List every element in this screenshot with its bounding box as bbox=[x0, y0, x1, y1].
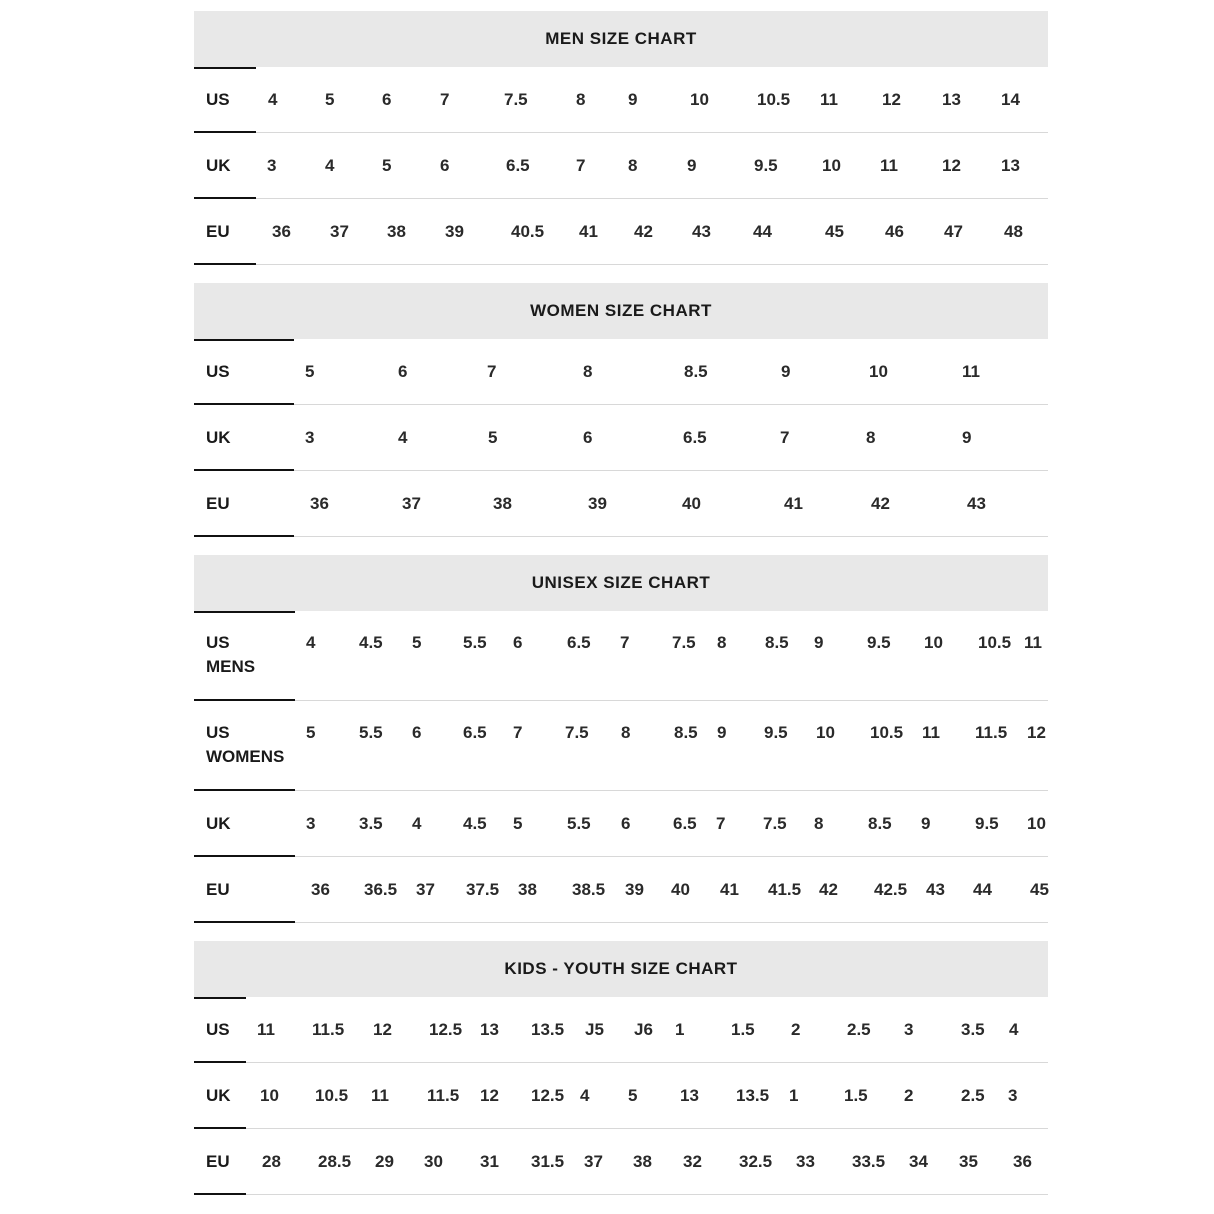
size-cell: 4 bbox=[268, 90, 278, 109]
row-label bbox=[206, 492, 230, 516]
size-cell: 35 bbox=[959, 1152, 978, 1171]
row-label-line: US bbox=[206, 1020, 230, 1039]
size-cell: J5 bbox=[585, 1020, 604, 1039]
size-row-eu bbox=[194, 857, 1048, 923]
size-cell: 6 bbox=[382, 90, 392, 109]
size-cell: 7.5 bbox=[763, 814, 787, 833]
size-cell: 10.5 bbox=[315, 1086, 349, 1105]
size-cell: 41.5 bbox=[768, 880, 802, 899]
size-cell: 40 bbox=[682, 494, 701, 513]
label-divider bbox=[194, 67, 256, 69]
size-cell: 1 bbox=[675, 1020, 685, 1039]
size-cell: 41 bbox=[784, 494, 803, 513]
label-divider bbox=[194, 339, 294, 341]
men-size-chart bbox=[194, 11, 1048, 265]
size-cell: 31.5 bbox=[531, 1152, 565, 1171]
size-cell: 37 bbox=[330, 222, 349, 241]
size-cell: 8.5 bbox=[684, 362, 708, 381]
size-cell: 8.5 bbox=[674, 723, 698, 742]
size-cell: 10 bbox=[822, 156, 841, 175]
size-cell: 6.5 bbox=[673, 814, 697, 833]
size-cell: 4 bbox=[1009, 1020, 1019, 1039]
size-cell: 5 bbox=[488, 428, 498, 447]
size-cell: 9.5 bbox=[867, 633, 891, 652]
size-cell: 3 bbox=[267, 156, 277, 175]
size-cell: 36 bbox=[272, 222, 291, 241]
size-cell: 7 bbox=[487, 362, 497, 381]
size-cell: 7.5 bbox=[504, 90, 528, 109]
size-cell: 38 bbox=[633, 1152, 652, 1171]
size-cell: 10 bbox=[869, 362, 888, 381]
size-cell: 11 bbox=[257, 1020, 275, 1039]
size-cell: 38 bbox=[493, 494, 512, 513]
size-cell: 8 bbox=[621, 723, 631, 742]
size-cell: 38 bbox=[518, 880, 537, 899]
row-label-line: US bbox=[206, 362, 230, 381]
row-label bbox=[206, 88, 230, 112]
chart-title: MEN SIZE CHART bbox=[194, 11, 1048, 67]
row-label-line: EU bbox=[206, 494, 230, 513]
size-row-eu bbox=[194, 1129, 1048, 1195]
size-cell: 1.5 bbox=[844, 1086, 868, 1105]
size-cell: 10.5 bbox=[757, 90, 791, 109]
size-cell: 5 bbox=[305, 362, 315, 381]
size-cell: 8.5 bbox=[868, 814, 892, 833]
size-cell: 40.5 bbox=[511, 222, 545, 241]
size-cell: 9 bbox=[962, 428, 972, 447]
size-cell: 9 bbox=[814, 633, 824, 652]
row-label bbox=[206, 154, 231, 178]
row-label-line: UK bbox=[206, 814, 231, 833]
size-cell: 36 bbox=[1013, 1152, 1032, 1171]
size-cell: 11 bbox=[922, 723, 940, 742]
size-cell: 3 bbox=[305, 428, 315, 447]
label-divider bbox=[194, 921, 295, 923]
size-cell: 39 bbox=[625, 880, 644, 899]
label-divider bbox=[194, 263, 256, 265]
size-cell: 44 bbox=[753, 222, 772, 241]
size-cell: 6 bbox=[440, 156, 450, 175]
size-cell: 3.5 bbox=[961, 1020, 985, 1039]
size-cell: 13 bbox=[680, 1086, 699, 1105]
row-label-line: EU bbox=[206, 880, 230, 899]
size-cell: 10 bbox=[924, 633, 943, 652]
size-cell: 6.5 bbox=[683, 428, 707, 447]
size-cell: 8 bbox=[866, 428, 876, 447]
row-label bbox=[206, 721, 284, 769]
size-cell: 3 bbox=[904, 1020, 914, 1039]
size-cell: 10 bbox=[816, 723, 835, 742]
size-cell: 4 bbox=[580, 1086, 590, 1105]
size-cell: 30 bbox=[424, 1152, 443, 1171]
size-cell: 33 bbox=[796, 1152, 815, 1171]
size-cell: 8 bbox=[628, 156, 638, 175]
size-cell: 7 bbox=[576, 156, 586, 175]
size-cell: 37.5 bbox=[466, 880, 500, 899]
row-label-line: US bbox=[206, 90, 230, 109]
size-cell: 40 bbox=[671, 880, 690, 899]
women-size-chart bbox=[194, 283, 1048, 537]
size-cell: 4 bbox=[306, 633, 316, 652]
size-cell: 9 bbox=[687, 156, 697, 175]
size-cell: 7 bbox=[620, 633, 630, 652]
row-label-line: UK bbox=[206, 428, 231, 447]
row-label bbox=[206, 426, 231, 450]
size-cell: 12 bbox=[942, 156, 961, 175]
size-cell: 7 bbox=[440, 90, 450, 109]
size-cell: 7.5 bbox=[672, 633, 696, 652]
size-cell: 8 bbox=[814, 814, 824, 833]
size-cell: 39 bbox=[588, 494, 607, 513]
size-cell: 9 bbox=[921, 814, 931, 833]
row-label-line: UK bbox=[206, 1086, 231, 1105]
size-cell: 46 bbox=[885, 222, 904, 241]
size-cell: 6.5 bbox=[506, 156, 530, 175]
label-divider bbox=[194, 535, 294, 537]
size-row-us bbox=[194, 997, 1048, 1063]
size-row-uk bbox=[194, 1063, 1048, 1129]
size-cell: 29 bbox=[375, 1152, 394, 1171]
size-cell: 13 bbox=[942, 90, 961, 109]
size-cell: 31 bbox=[480, 1152, 499, 1171]
size-cell: 45 bbox=[825, 222, 844, 241]
size-row-eu bbox=[194, 471, 1048, 537]
size-cell: 39 bbox=[445, 222, 464, 241]
size-cell: 5 bbox=[325, 90, 335, 109]
size-cell: 7 bbox=[780, 428, 790, 447]
size-cell: 6 bbox=[621, 814, 631, 833]
row-label bbox=[206, 360, 230, 384]
size-cell: 7.5 bbox=[565, 723, 589, 742]
size-cell: 8 bbox=[576, 90, 586, 109]
size-cell: 43 bbox=[926, 880, 945, 899]
unisex-size-chart bbox=[194, 555, 1048, 923]
row-label bbox=[206, 1150, 230, 1174]
size-cell: 10.5 bbox=[978, 633, 1012, 652]
size-cell: 12 bbox=[373, 1020, 392, 1039]
size-cell: 11.5 bbox=[427, 1086, 460, 1105]
size-cell: 10.5 bbox=[870, 723, 904, 742]
size-cell: 5.5 bbox=[463, 633, 487, 652]
size-cell: 3.5 bbox=[359, 814, 383, 833]
size-cell: 3 bbox=[306, 814, 316, 833]
size-cell: 2.5 bbox=[847, 1020, 871, 1039]
size-row-us-womens bbox=[194, 701, 1048, 791]
size-cell: 13 bbox=[480, 1020, 499, 1039]
row-label bbox=[206, 1018, 230, 1042]
label-divider bbox=[194, 997, 246, 999]
size-cell: 45 bbox=[1030, 880, 1049, 899]
row-label bbox=[206, 631, 255, 679]
size-cell: 11 bbox=[962, 362, 980, 381]
row-label bbox=[206, 812, 231, 836]
size-cell: 2 bbox=[791, 1020, 801, 1039]
label-divider bbox=[194, 1193, 246, 1195]
row-label-line: EU bbox=[206, 222, 230, 241]
size-cell: 4 bbox=[412, 814, 422, 833]
size-row-uk bbox=[194, 133, 1048, 199]
label-divider bbox=[194, 611, 295, 613]
size-cell: 6 bbox=[583, 428, 593, 447]
size-cell: 1.5 bbox=[731, 1020, 755, 1039]
size-cell: 8.5 bbox=[765, 633, 789, 652]
size-cell: 12 bbox=[882, 90, 901, 109]
size-cell: 12 bbox=[1027, 723, 1046, 742]
size-cell: 37 bbox=[402, 494, 421, 513]
size-cell: 28.5 bbox=[318, 1152, 352, 1171]
size-cell: 42.5 bbox=[874, 880, 908, 899]
size-cell: 9 bbox=[628, 90, 638, 109]
size-cell: 11 bbox=[1024, 633, 1042, 652]
size-cell: 4 bbox=[398, 428, 408, 447]
size-row-eu bbox=[194, 199, 1048, 265]
size-cell: 36 bbox=[310, 494, 329, 513]
size-cell: 1 bbox=[789, 1086, 799, 1105]
size-cell: 38.5 bbox=[572, 880, 606, 899]
size-cell: 13.5 bbox=[736, 1086, 770, 1105]
size-cell: 4 bbox=[325, 156, 335, 175]
size-cell: 2 bbox=[904, 1086, 914, 1105]
size-cell: 11 bbox=[820, 90, 838, 109]
size-cell: 37 bbox=[584, 1152, 603, 1171]
size-cell: J6 bbox=[634, 1020, 653, 1039]
size-cell: 42 bbox=[871, 494, 890, 513]
kids-youth-size-chart bbox=[194, 941, 1048, 1195]
size-cell: 5 bbox=[382, 156, 392, 175]
size-cell: 33.5 bbox=[852, 1152, 886, 1171]
size-row-uk bbox=[194, 791, 1048, 857]
size-cell: 8 bbox=[717, 633, 727, 652]
size-cell: 6.5 bbox=[463, 723, 487, 742]
size-cell: 48 bbox=[1004, 222, 1023, 241]
size-cell: 38 bbox=[387, 222, 406, 241]
size-cell: 9 bbox=[717, 723, 727, 742]
row-label-line: MENS bbox=[206, 657, 256, 676]
size-cell: 7 bbox=[513, 723, 523, 742]
size-row-us bbox=[194, 339, 1048, 405]
row-label bbox=[206, 878, 230, 902]
row-label-line: US bbox=[206, 723, 230, 742]
chart-title: KIDS - YOUTH SIZE CHART bbox=[194, 941, 1048, 997]
size-cell: 6 bbox=[398, 362, 408, 381]
size-cell: 11.5 bbox=[975, 723, 1008, 742]
size-cell: 5 bbox=[628, 1086, 638, 1105]
size-cell: 10 bbox=[1027, 814, 1046, 833]
size-cell: 11 bbox=[371, 1086, 389, 1105]
size-cell: 37 bbox=[416, 880, 435, 899]
size-cell: 5 bbox=[513, 814, 523, 833]
size-cell: 9.5 bbox=[754, 156, 778, 175]
size-cell: 11.5 bbox=[312, 1020, 345, 1039]
size-cell: 5 bbox=[412, 633, 422, 652]
size-cell: 4.5 bbox=[359, 633, 383, 652]
size-cell: 36.5 bbox=[364, 880, 398, 899]
size-row-us bbox=[194, 67, 1048, 133]
size-cell: 43 bbox=[692, 222, 711, 241]
size-cell: 13.5 bbox=[531, 1020, 565, 1039]
size-cell: 41 bbox=[579, 222, 598, 241]
size-cell: 9.5 bbox=[975, 814, 999, 833]
size-cell: 12.5 bbox=[531, 1086, 565, 1105]
size-cell: 14 bbox=[1001, 90, 1020, 109]
chart-title: UNISEX SIZE CHART bbox=[194, 555, 1048, 611]
size-cell: 8 bbox=[583, 362, 593, 381]
size-cell: 6 bbox=[412, 723, 422, 742]
size-cell: 10 bbox=[260, 1086, 279, 1105]
size-cell: 5.5 bbox=[567, 814, 591, 833]
row-label-line: EU bbox=[206, 1152, 230, 1171]
size-cell: 2.5 bbox=[961, 1086, 985, 1105]
size-cell: 5 bbox=[306, 723, 316, 742]
size-cell: 32 bbox=[683, 1152, 702, 1171]
size-cell: 12.5 bbox=[429, 1020, 463, 1039]
size-cell: 4.5 bbox=[463, 814, 487, 833]
size-cell: 47 bbox=[944, 222, 963, 241]
size-cell: 34 bbox=[909, 1152, 928, 1171]
size-cell: 42 bbox=[634, 222, 653, 241]
row-label-line: WOMENS bbox=[206, 747, 285, 766]
row-label-line: US bbox=[206, 633, 230, 652]
size-cell: 41 bbox=[720, 880, 739, 899]
row-label-line: UK bbox=[206, 156, 231, 175]
size-cell: 13 bbox=[1001, 156, 1020, 175]
size-cell: 5.5 bbox=[359, 723, 383, 742]
row-label bbox=[206, 1084, 231, 1108]
size-row-us-mens bbox=[194, 611, 1048, 701]
chart-title: WOMEN SIZE CHART bbox=[194, 283, 1048, 339]
size-cell: 10 bbox=[690, 90, 709, 109]
size-cell: 7 bbox=[716, 814, 726, 833]
size-cell: 32.5 bbox=[739, 1152, 773, 1171]
size-cell: 3 bbox=[1008, 1086, 1018, 1105]
size-cell: 9 bbox=[781, 362, 791, 381]
size-cell: 6 bbox=[513, 633, 523, 652]
size-row-uk bbox=[194, 405, 1048, 471]
size-cell: 43 bbox=[967, 494, 986, 513]
size-cell: 6.5 bbox=[567, 633, 591, 652]
size-cell: 36 bbox=[311, 880, 330, 899]
size-cell: 44 bbox=[973, 880, 992, 899]
size-cell: 12 bbox=[480, 1086, 499, 1105]
size-cell: 9.5 bbox=[764, 723, 788, 742]
size-cell: 42 bbox=[819, 880, 838, 899]
size-cell: 28 bbox=[262, 1152, 281, 1171]
size-cell: 11 bbox=[880, 156, 898, 175]
row-label bbox=[206, 220, 230, 244]
